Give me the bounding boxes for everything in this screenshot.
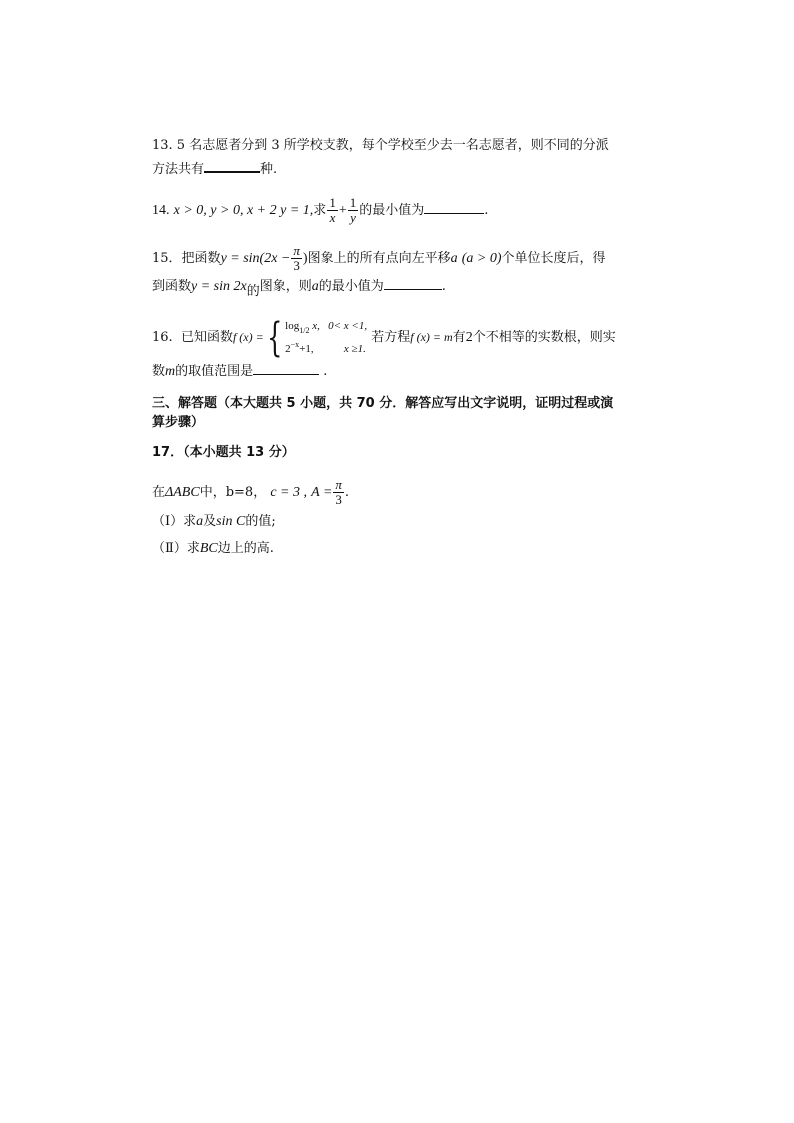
q17-title (152, 444, 295, 462)
q14-line (152, 196, 488, 225)
q13-line1 (152, 137, 609, 155)
q15-expr2: y = sin 2x (191, 279, 247, 294)
q14-number: 14. (152, 203, 170, 218)
q15-a2: a (311, 279, 319, 294)
q17-part1-c: 的值; (245, 514, 276, 529)
q16-eq: f (x) = m (410, 330, 453, 344)
q16-case2: $2^{-x}+1$, x ≥1. (285, 339, 366, 355)
q17-part1-b: 及 (203, 514, 217, 529)
q15-pi-over-3: $\frac{\pi}{3}$ (293, 243, 300, 273)
q15-text3: 个单位长度后，得 (501, 251, 606, 266)
q14-answer-blank (424, 201, 484, 214)
q17-b-value: b=8， (225, 485, 267, 500)
q14-fraction-1: $\frac{1}{x}$ (329, 195, 336, 225)
q13-answer-blank (204, 159, 260, 173)
q14-end: . (484, 203, 489, 218)
q16-text4: 个不相等的实数根，则实 (472, 330, 616, 345)
q16-text1: 已知函数 (180, 330, 233, 345)
q15-expr1: y = sin(2x − (220, 251, 291, 266)
q17-part2 (152, 540, 274, 558)
q16-text3: 有 (452, 330, 466, 345)
section3-text1: 三、解答题（本大题共 5 小题，共 70 分．解答应写出文字说明，证明过程或演 (152, 396, 614, 411)
q17-part2-b: 边上的高. (217, 541, 274, 556)
q17-pi-over-3: $\frac{\pi}{3}$ (335, 477, 342, 507)
q17-c-value: c = 3 , (270, 485, 308, 500)
q17-stem-b: 中， (199, 485, 226, 500)
q16-two: 2 (465, 330, 473, 345)
q16-cases (285, 315, 367, 361)
q13-suffix: 种. (260, 162, 278, 177)
q14-plus: + (338, 203, 347, 218)
q15-line2-c: 图象，则 (259, 279, 312, 294)
q13-line2 (152, 159, 277, 179)
q17-stem-a: 在 (152, 485, 166, 500)
q15-line1 (152, 244, 606, 273)
q17-stem (152, 478, 349, 507)
q17-title-text: 17．（本小题共 13 分） (152, 445, 295, 460)
q17-part2-var: BC (199, 541, 218, 556)
q16-end: . (323, 364, 328, 379)
q14-condition: x > 0, y > 0, x + 2 y = 1, (173, 203, 314, 218)
q15-text2: 图象上的所有点向左平移 (307, 251, 451, 266)
q17-part1 (152, 513, 276, 531)
q16-case1: $\log_{1/2} x$, 0< x <1, (285, 319, 368, 335)
q15-close: ) (302, 251, 308, 266)
section3-text2: 算步骤） (152, 415, 205, 430)
q13-text: 13. 5 名志愿者分到 3 所学校支教，每个学校至少去一名志愿者，则不同的分派 (152, 138, 609, 153)
q15-line2-a: 到函数 (152, 279, 192, 294)
q16-line1 (152, 314, 616, 360)
q13-prefix: 方法共有 (152, 162, 205, 177)
q16-number: 16. (152, 330, 173, 345)
q17-dot: . (344, 485, 350, 500)
section3-heading-line1 (152, 395, 613, 413)
q16-line2-b: 的取值范围是 (175, 364, 254, 379)
q16-line2 (152, 362, 327, 381)
q14-tail: 的最小值为 (359, 203, 425, 218)
q17-part1-var: a (196, 514, 204, 529)
q16-fx: f (x) = (232, 330, 264, 344)
q16-line2-a: 数 (152, 364, 166, 379)
section3-heading-line2 (152, 414, 204, 432)
q17-part1-a: （Ⅰ）求 (152, 514, 197, 529)
q15-line2-d: 的最小值为 (318, 279, 384, 294)
q15-cond: (a > 0) (461, 251, 502, 266)
q14-ask: 求 (313, 203, 327, 218)
q16-brace: { (266, 314, 283, 361)
q17-triangle: ΔABC (165, 485, 200, 500)
q15-line2 (152, 277, 446, 299)
q17-A-label: A = (311, 485, 333, 500)
q14-fraction-2: $\frac{1}{y}$ (349, 195, 357, 225)
q15-a: a (450, 251, 458, 266)
q16-text2: 若方程 (371, 330, 411, 345)
q17-part1-sin: sin C (216, 514, 246, 529)
q15-number: 15． (152, 251, 182, 266)
q15-de: 的 (246, 284, 260, 299)
q15-answer-blank (384, 277, 442, 290)
q15-end: . (441, 279, 446, 294)
q17-part2-a: （Ⅱ）求 (152, 541, 200, 556)
q16-answer-blank (253, 362, 319, 375)
q15-text1: 把函数 (181, 251, 221, 266)
q16-m: m (165, 364, 176, 379)
